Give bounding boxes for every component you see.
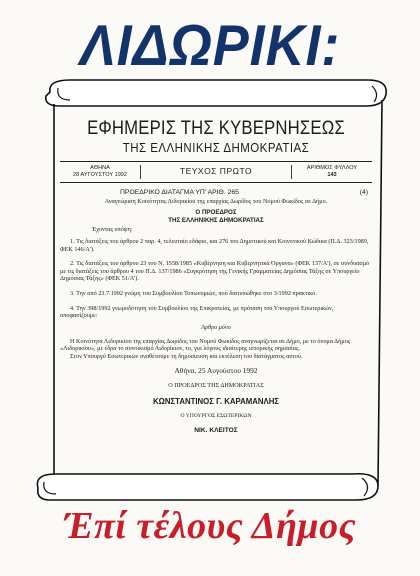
decree-item-3: 3. Την από 23.7.1992 γνώμη του Συμβουλίου Τοπωνυμιών, που διατυπώθηκε στο 3/1992 πρακτικό.: [70, 289, 317, 297]
president-name: ΚΩΝΣΤΑΝΤΙΝΟΣ Γ. ΚΑΡΑΜΑΝΛΗΣ: [152, 396, 280, 406]
having-regard: Έχοντας υπόψη:: [92, 226, 133, 234]
minister-name: ΝΙΚ. ΚΛΕΙΤΟΣ: [194, 427, 238, 435]
article-title: Άρθρο μόνο: [201, 323, 231, 331]
decree-item-4: 4. Την 398/1992 γνωμοδότηση του Συμβουλίου της Επικρατείας, με πρόταση του Υπουργού Εσωτερικών, αποφασίζουμε:: [60, 304, 334, 320]
gazette-place-date: ΑΘΗΝΑ 28 ΑΥΓΟΥΣΤΟΥ 1992: [60, 165, 141, 178]
footer-title: Έπί τέλους Δήμος: [63, 505, 357, 547]
gazette-info-row: [60, 161, 372, 183]
article-text-2: Στον Υπουργό Εσωτερικών αναθέτουμε τη δημοσίευση και εκτέλεση του διατάγματος αυτού.: [70, 352, 303, 360]
gazette-subtitle: ΤΗΣ ΕΛΛΗΝΙΚΗΣ ΔΗΜΟΚΡΑΤΙΑΣ: [122, 141, 310, 155]
signed-date: Αθήνα, 25 Αυγούστου 1992: [174, 366, 258, 376]
decree-heading: ΠΡΟΕΔΡΙΚΟ ΔΙΑΤΑΓΜΑ ΥΠ' ΑΡΙΘ. 265 (4): [120, 189, 368, 196]
president-title-1: Ο ΠΡΟΕΔΡΟΣ: [195, 209, 237, 217]
decree-item-2: 2. Τις διατάξεις του άρθρου 23 του Ν. 1558/1985 «Κυβέρνηση και Κυβερνητικά Όργανα» (ΦΕΚ 137/Α'), σε συνδυασμό με τις διατάξεις του άρθρου 4 του Π.Δ. 137/1986 «Συγκρότηση της Γενικής Γραμματείας Δημόσιας Τάξης σε Υπουργείο Δημόσιας Τάξης» (ΦΕΚ 51/Α').: [60, 260, 370, 283]
headline-title: ΛΙΔΩΡΙΚΙ:: [79, 13, 341, 78]
president-title-2: ΤΗΣ ΕΛΛΗΝΙΚΗΣ ΔΗΜΟΚΡΑΤΙΑΣ: [168, 216, 264, 224]
decree-summary: Αναγνώριση Κοινότητας Λιδορικίου της επαρχίας Δωρίδος του Νομού Φωκίδος σε Δήμο.: [104, 197, 328, 205]
gazette-title: ΕΦΗΜΕΡΙΣ ΤΗΣ ΚΥΒΕΡΝΗΣΕΩΣ: [87, 118, 345, 139]
gazette-sheet-number: ΑΡΙΘΜΟΣ ΦΥΛΛΟΥ 143: [291, 165, 372, 178]
gazette-issue: ΤΕΥΧΟΣ ΠΡΩΤΟ: [179, 166, 253, 177]
president-label: Ο ΠΡΟΕΔΡΟΣ ΤΗΣ ΔΗΜΟΚΡΑΤΙΑΣ: [168, 382, 264, 390]
minister-label: Ο ΥΠΟΥΡΓΟΣ ΕΣΩΤΕΡΙΚΩΝ: [180, 413, 252, 420]
decree-item-1: 1. Τις διατάξεις του άρθρου 2 παρ. 4, τελευταίο εδάφιο, και 276 του Δημοτικού και Κοινοτικού Κώδικα (Π.Δ. 323/1989, ΦΕΚ 146/Α').: [60, 237, 369, 253]
gazette-document: [60, 118, 372, 494]
article-text-1: Η Κοινότητα Λιδορικίου της επαρχίας Δωρίδος του Νομού Φωκίδος αναγνωρίζεται σε Δήμο, με το όνομα Δήμος «Λιδορικίου», με έδρα το συνοικισμό Λιδορίκιον, το, για λόγους ιδιαίτερης ιστορικής σημασίας.: [60, 337, 351, 353]
